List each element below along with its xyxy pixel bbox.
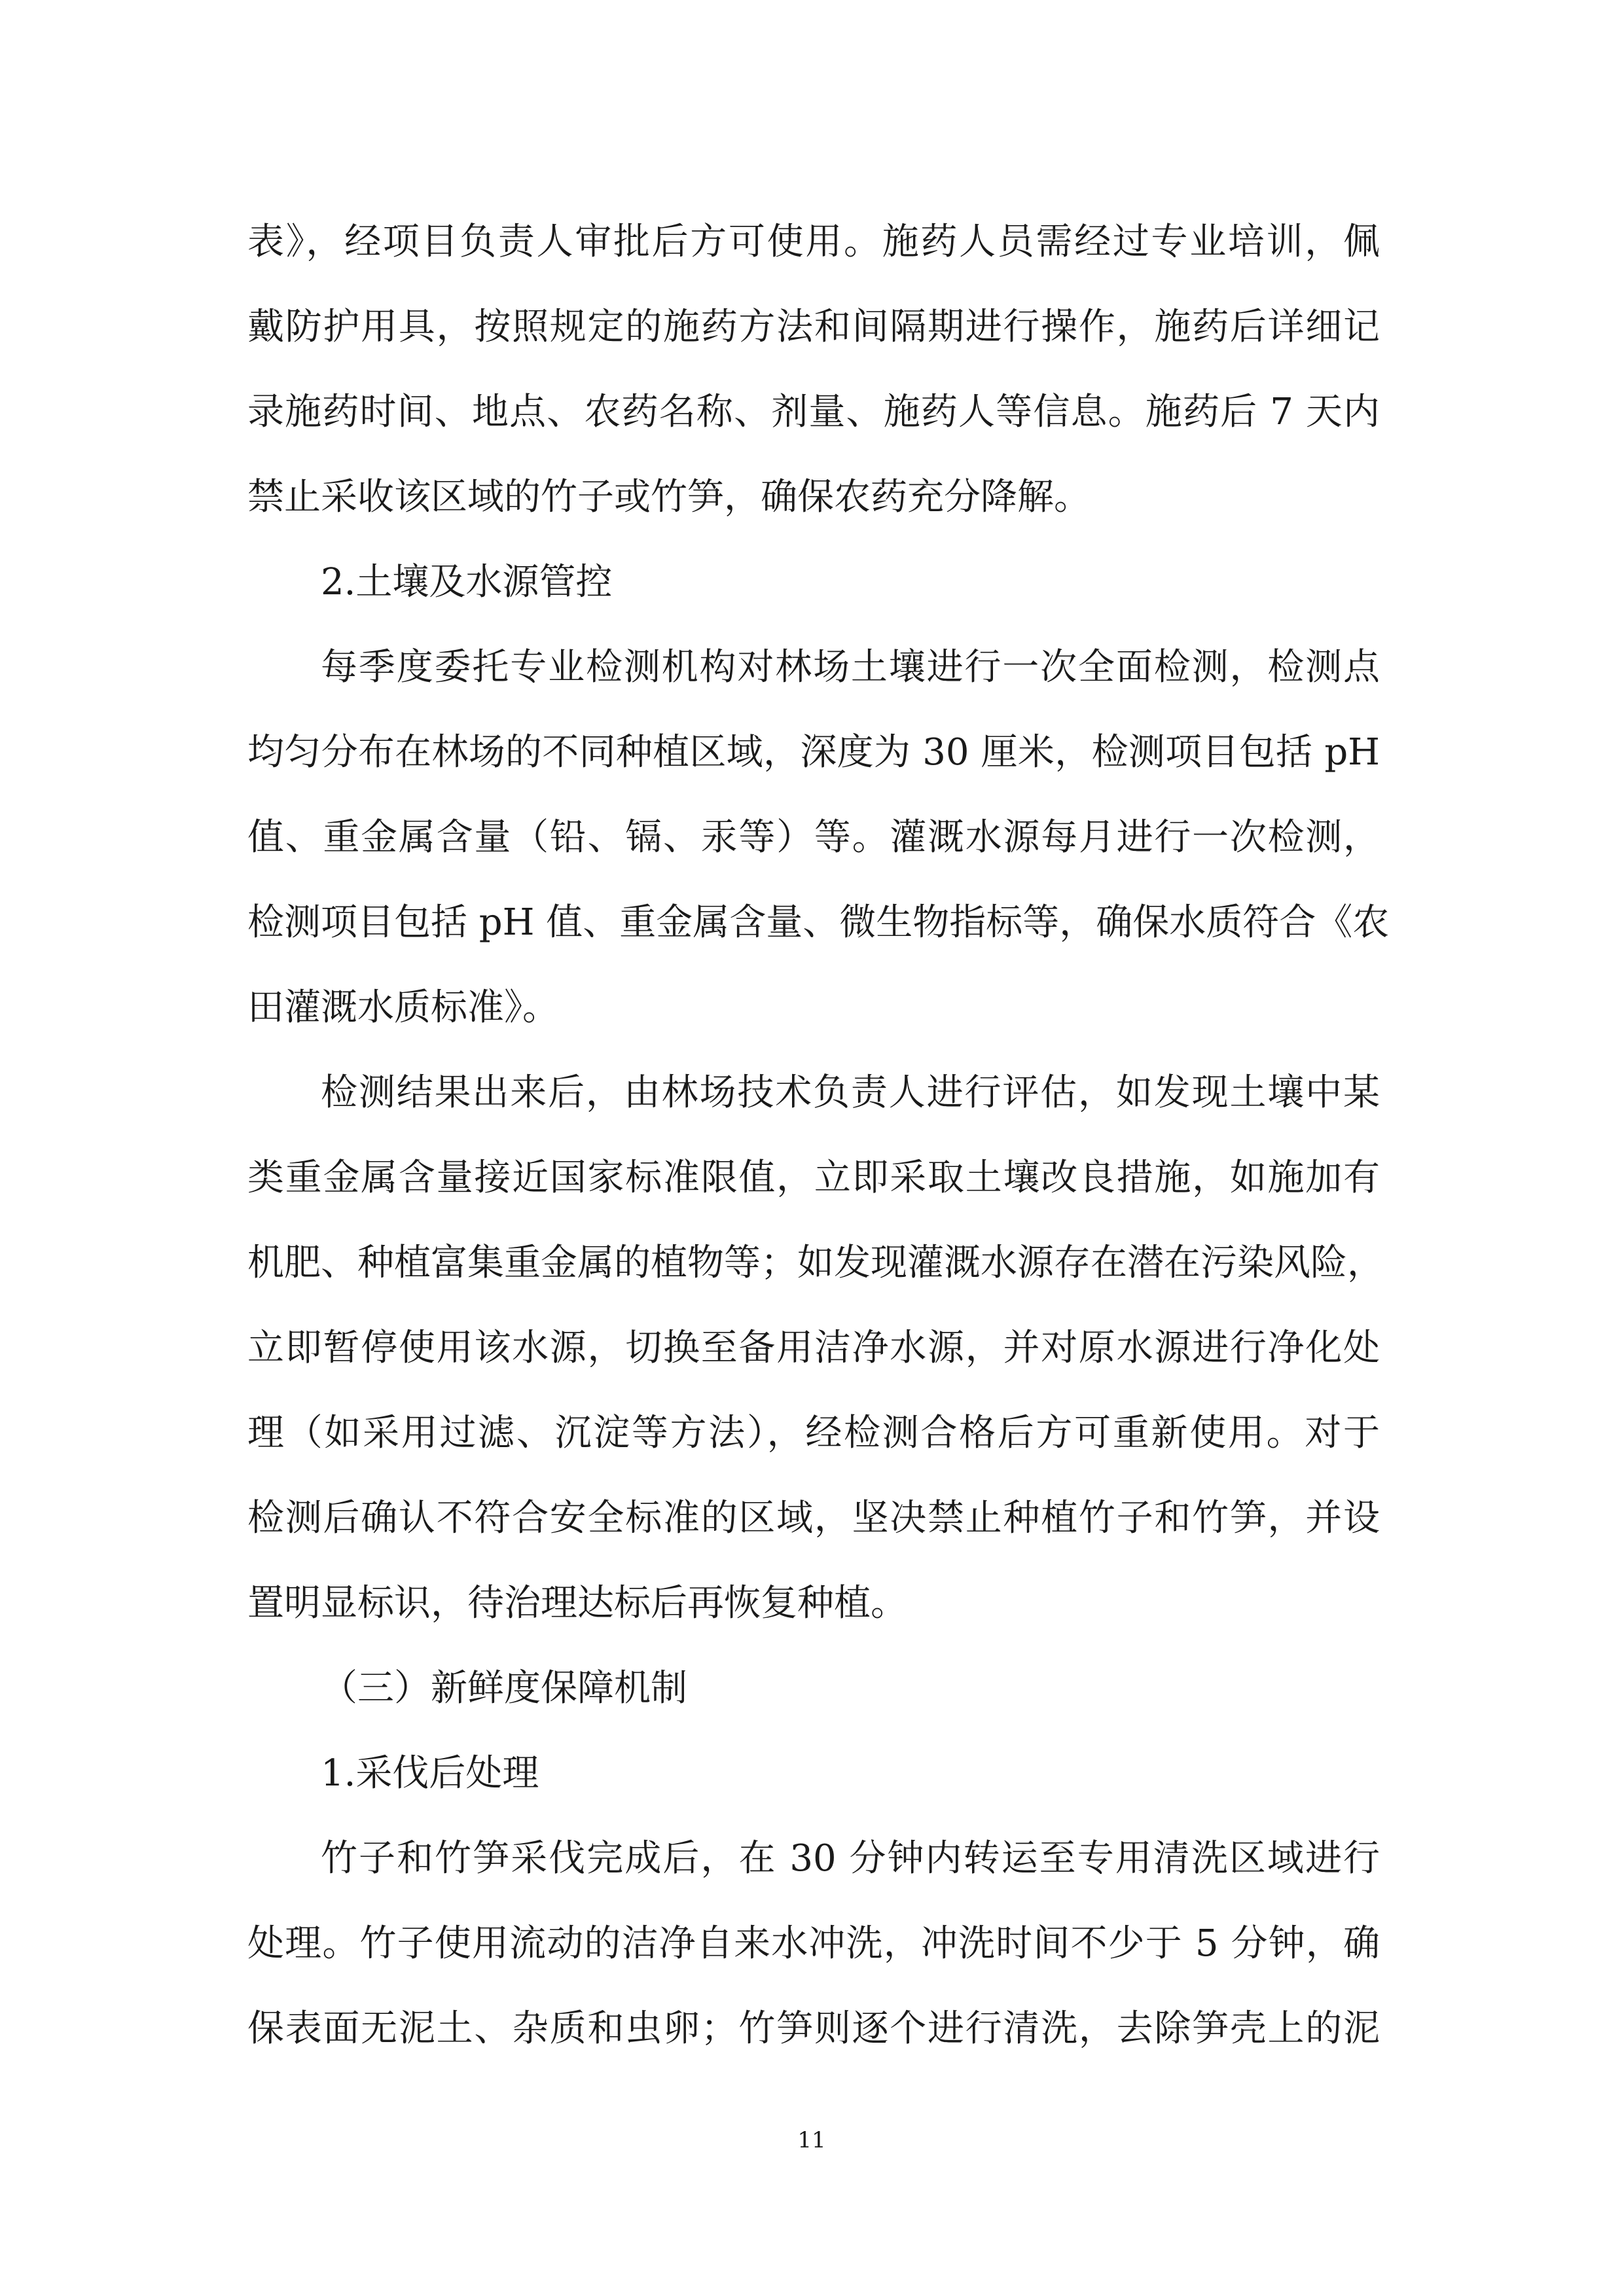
section-heading-freshness: （三）新鲜度保障机制 (321, 1667, 687, 1710)
text-line-17: 置明显标识，待治理达标后再恢复种植。 (247, 1582, 907, 1624)
text-line-7: 均匀分布在林场的不同种植区域，深度为 30 厘米，检测项目包括 pH (247, 731, 1380, 774)
subsection-heading-post-harvest: 1.采伐后处理 (321, 1752, 539, 1795)
text-line-10: 田灌溉水质标准》。 (247, 986, 559, 1029)
text-line-21: 处理。竹子使用流动的洁净自来水冲洗，冲洗时间不少于 5 分钟，确 (247, 1922, 1380, 1965)
text-line-11: 检测结果出来后，由林场技术负责人进行评估，如发现土壤中某 (321, 1071, 1380, 1114)
text-line-4: 禁止采收该区域的竹子或竹笋，确保农药充分降解。 (247, 476, 1091, 518)
text-line-2: 戴防护用具，按照规定的施药方法和间隔期进行操作，施药后详细记 (247, 306, 1380, 348)
text-line-8: 值、重金属含量（铅、镉、汞等）等。灌溉水源每月进行一次检测， (247, 816, 1380, 859)
text-line-16: 检测后确认不符合安全标准的区域，坚决禁止种植竹子和竹笋，并设 (247, 1497, 1380, 1539)
text-line-14: 立即暂停使用该水源，切换至备用洁净水源，并对原水源进行净化处 (247, 1327, 1380, 1369)
text-line-6: 每季度委托专业检测机构对林场土壤进行一次全面检测，检测点 (321, 646, 1380, 689)
text-line-3: 录施药时间、地点、农药名称、剂量、施药人等信息。施药后 7 天内 (247, 391, 1380, 433)
text-line-13: 机肥、种植富集重金属的植物等；如发现灌溉水源存在潜在污染风险， (247, 1242, 1384, 1284)
text-line-15: 理（如采用过滤、沉淀等方法），经检测合格后方可重新使用。对于 (247, 1412, 1380, 1454)
section-heading-soil-water: 2.土壤及水源管控 (321, 561, 613, 603)
page-number: 11 (797, 2127, 826, 2153)
text-line-12: 类重金属含量接近国家标准限值，立即采取土壤改良措施，如施加有 (247, 1157, 1380, 1199)
text-line-20: 竹子和竹笋采伐完成后，在 30 分钟内转运至专用清洗区域进行 (321, 1837, 1380, 1880)
text-line-9: 检测项目包括 pH 值、重金属含量、微生物指标等，确保水质符合《农 (247, 901, 1390, 944)
text-line-1: 表》，经项目负责人审批后方可使用。施药人员需经过专业培训，佩 (247, 221, 1380, 263)
text-line-22: 保表面无泥土、杂质和虫卵；竹笋则逐个进行清洗，去除笋壳上的泥 (247, 2007, 1380, 2050)
